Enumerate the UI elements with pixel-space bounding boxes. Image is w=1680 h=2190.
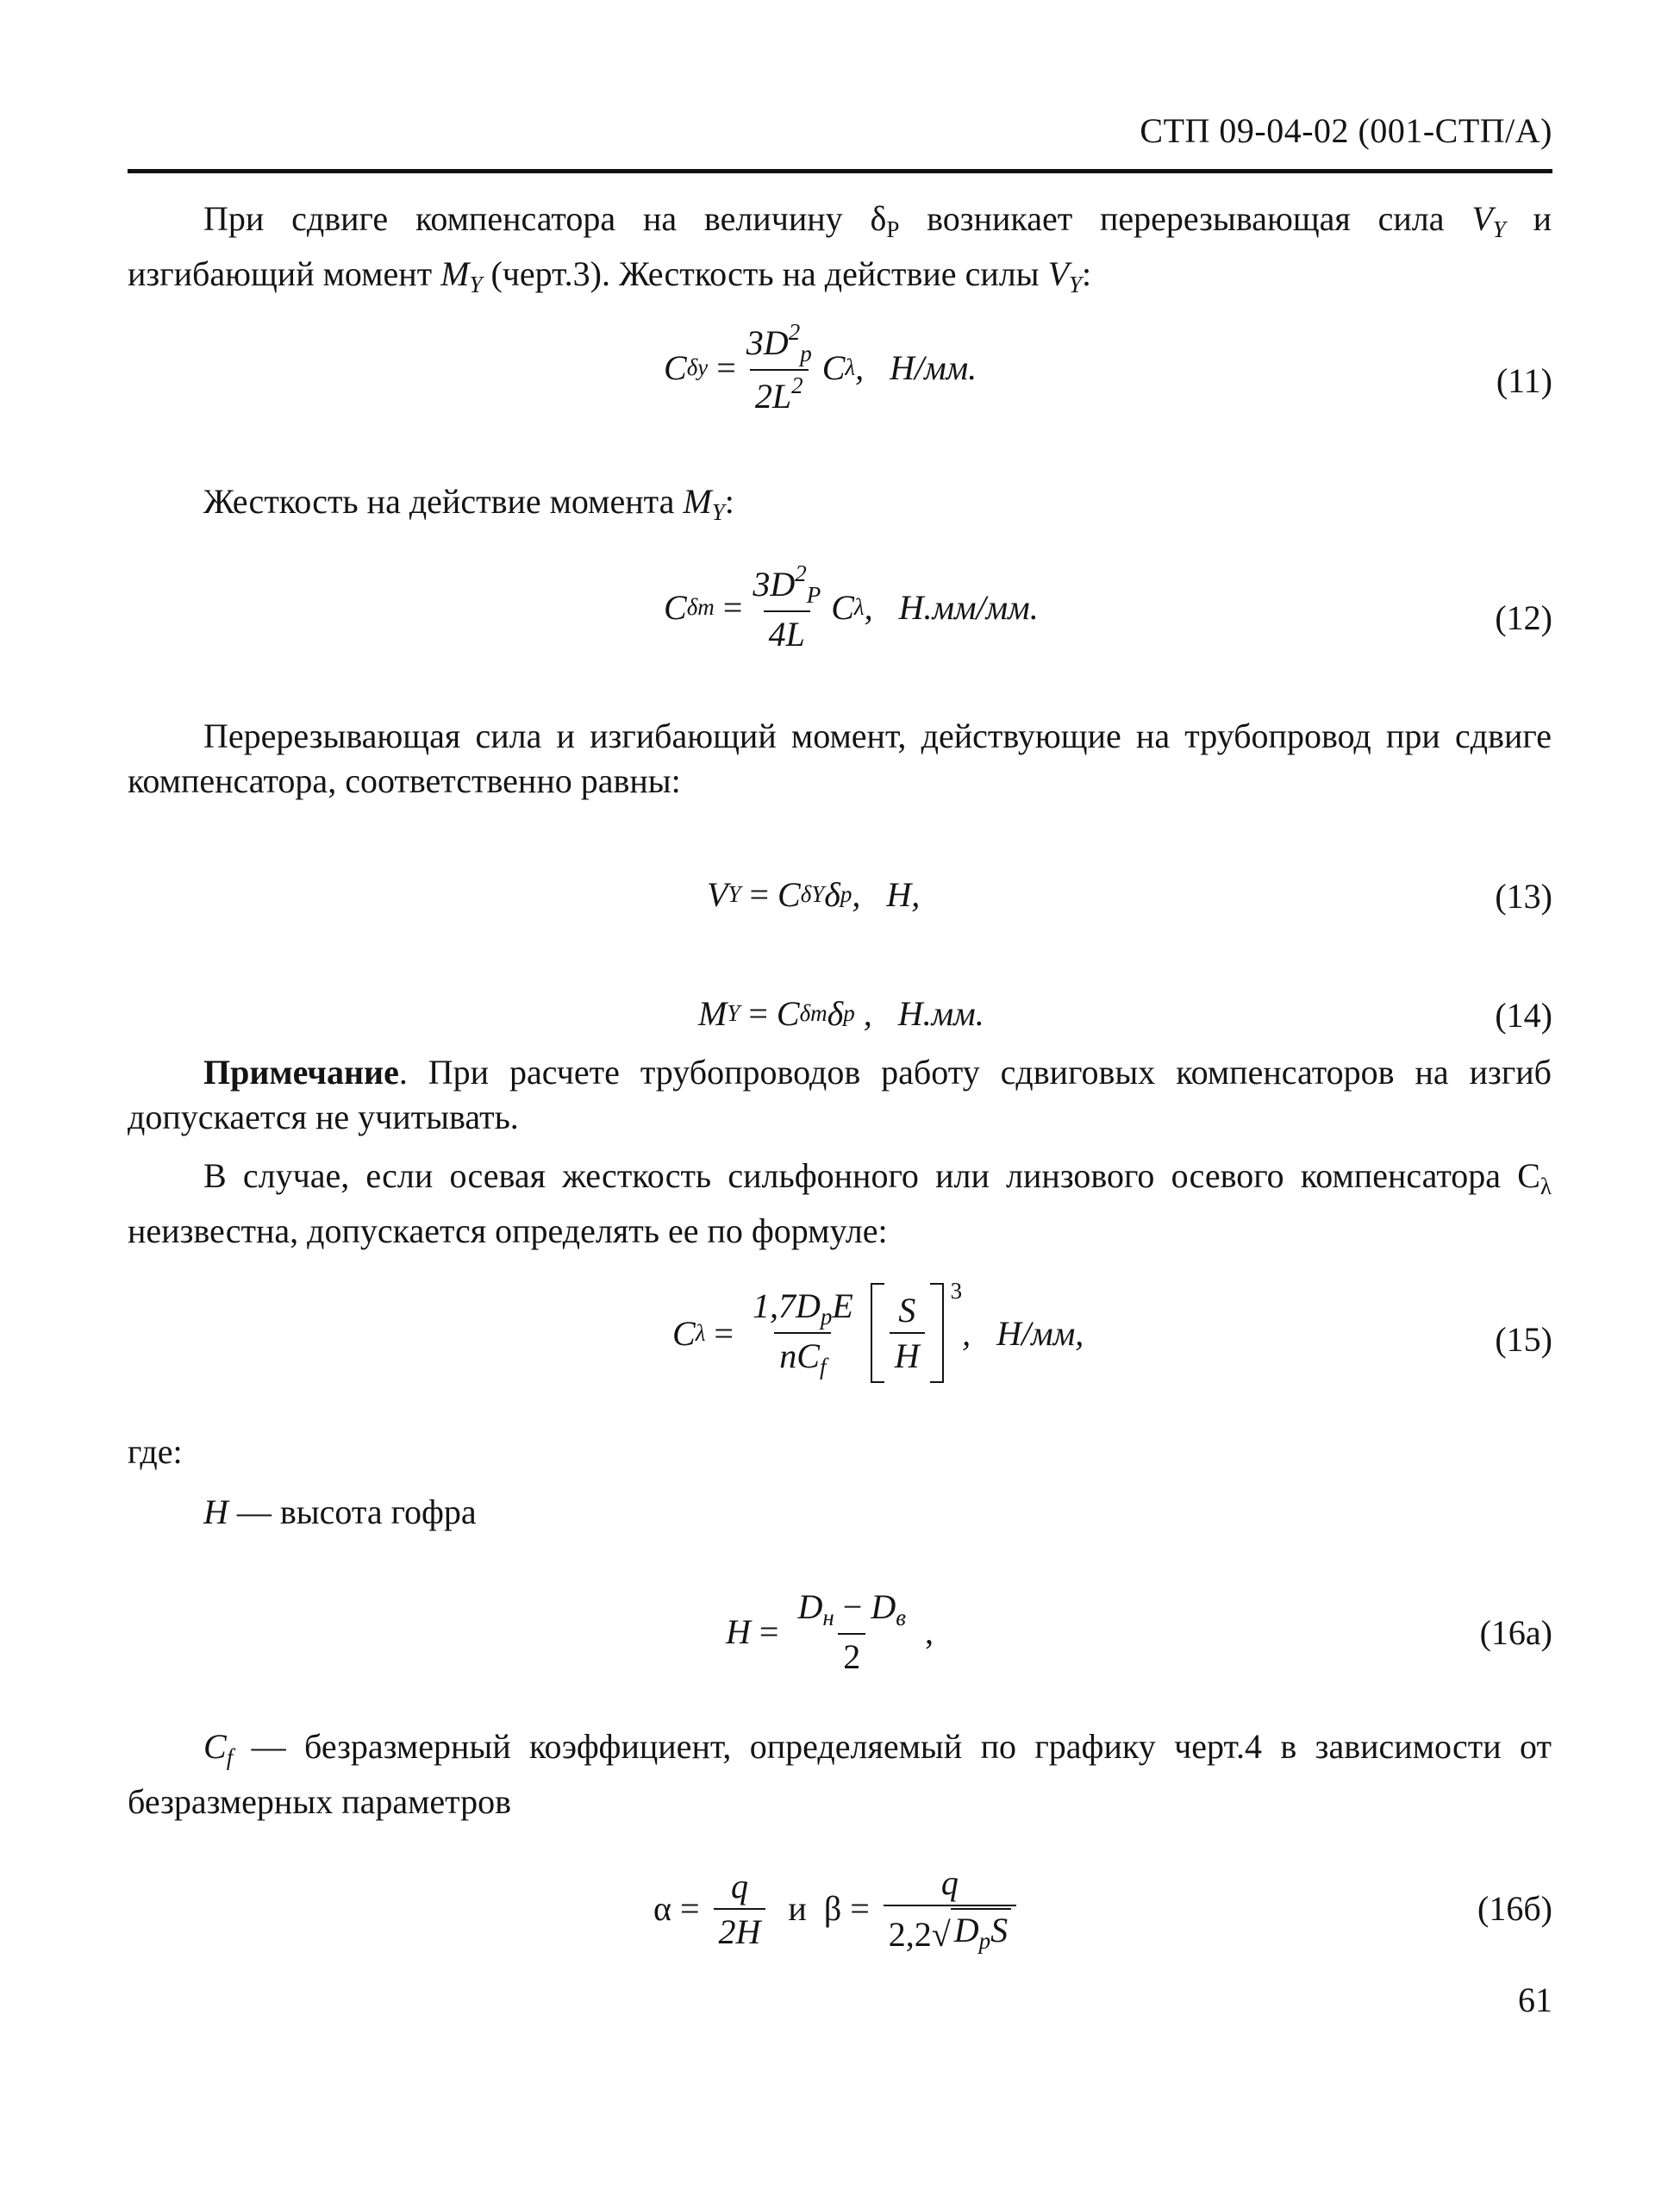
denominator: 2 — [838, 1633, 865, 1677]
h-definition — [128, 1490, 1552, 1535]
subscript: P — [806, 582, 821, 608]
page-number: 61 — [1518, 1980, 1552, 2019]
num-text: D — [871, 1587, 896, 1626]
subscript: Y — [469, 272, 483, 297]
comma: , — [915, 1612, 934, 1651]
text-fragment: : — [1082, 254, 1092, 293]
delta-symbol: δ — [824, 875, 840, 914]
paragraph-moment-stiffness — [128, 479, 1552, 535]
rad-text: S — [990, 1911, 1009, 1949]
subscript: δY — [800, 881, 825, 907]
subscript: p — [800, 341, 812, 366]
subscript: P — [886, 216, 900, 242]
unit: , Н/мм. — [855, 348, 977, 387]
subscript: Y — [728, 881, 741, 907]
note-label: Примечание — [203, 1053, 399, 1092]
subscript: λ — [1539, 1173, 1552, 1199]
subscript: f — [819, 1354, 827, 1380]
paragraph-forces: Перерезывающая сила и изгибающий момент, действующие на трубопровод при сдвиге компенсатора, соответственно равны: — [128, 716, 1552, 800]
where-label: где: — [128, 1432, 183, 1471]
subscript: δm — [686, 594, 715, 620]
num-text: 3D — [746, 323, 789, 362]
beta-symbol: β — [823, 1889, 842, 1928]
document-code: СТП 09-04-02 (001-СТП/А) — [1140, 111, 1552, 150]
denominator: H — [890, 1332, 925, 1376]
subscript: в — [896, 1605, 906, 1630]
unit: , Н.мм/мм. — [864, 588, 1039, 627]
equation-number: (14) — [1495, 996, 1552, 1035]
subscript: λ — [853, 594, 865, 620]
inner-fraction — [890, 1290, 925, 1376]
square-root — [932, 1908, 1011, 1955]
lhs-symbol: V — [707, 875, 728, 914]
equation-number: (15) — [1495, 1320, 1552, 1359]
lhs-symbol: M — [698, 994, 728, 1033]
subscript: p — [820, 1304, 833, 1330]
equation-14 — [698, 993, 984, 1034]
den-text: 2L — [754, 377, 792, 416]
numerator — [741, 319, 817, 369]
stiffness-symbol: C — [776, 994, 800, 1033]
denominator — [884, 1905, 1016, 1955]
equals-sign: = — [750, 1612, 788, 1651]
delta-symbol: δ — [827, 994, 844, 1033]
subscript: δm — [799, 1000, 828, 1026]
lhs-symbol: C — [672, 1313, 696, 1353]
numerator: q — [940, 1863, 959, 1902]
text-fragment: Жесткость на действие момента — [203, 482, 684, 521]
subscript: f — [226, 1744, 234, 1770]
subscript: p — [843, 1000, 855, 1026]
subscript: Y — [1069, 272, 1083, 297]
subscript: δy — [686, 354, 709, 380]
numerator: S — [898, 1291, 916, 1330]
symbol-v: V — [1471, 199, 1493, 238]
equation-16b — [653, 1862, 1021, 1955]
right-bracket — [930, 1283, 944, 1383]
conjunction: и — [771, 1889, 824, 1928]
paragraph-axial-stiffness — [128, 1154, 1552, 1254]
equals-sign: = — [740, 994, 777, 1033]
multiplier: C — [821, 348, 846, 387]
equation-13 — [707, 874, 920, 915]
equals-sign: = — [714, 588, 743, 627]
stiffness-symbol: C — [778, 875, 801, 914]
fraction — [741, 319, 817, 416]
subscript: λ — [845, 354, 856, 380]
subscript: Y — [711, 499, 725, 525]
equation-number: (11) — [1496, 361, 1552, 400]
text-fragment: — высота гофра — [228, 1492, 477, 1531]
lhs-symbol: C — [664, 348, 687, 387]
num-text: E — [832, 1286, 853, 1325]
unit: , H, — [852, 875, 921, 914]
num-text: D — [797, 1587, 823, 1626]
equation-16a — [726, 1586, 934, 1677]
symbol-c: C — [203, 1727, 227, 1766]
radical-sign: √ — [931, 1915, 951, 1954]
equals-sign: = — [708, 348, 736, 387]
cf-definition — [128, 1724, 1552, 1824]
coefficient: 2,2 — [888, 1915, 932, 1954]
symbol-m: M — [440, 254, 470, 293]
unit: , Н.мм. — [854, 994, 984, 1033]
equation-number: (16а) — [1479, 1613, 1552, 1652]
equation-12 — [664, 560, 1039, 654]
denominator: 2H — [714, 1908, 766, 1952]
subscript: p — [840, 881, 852, 907]
denominator — [750, 369, 809, 416]
text-fragment: При сдвиге компенсатора на величину δ — [203, 199, 887, 238]
text-fragment: и изгибающий момент — [128, 199, 1552, 293]
numerator: q — [730, 1866, 748, 1905]
fraction — [747, 1286, 859, 1380]
symbol-h: H — [203, 1492, 228, 1531]
text-fragment: (черт.3). Жесткость на действие силы — [482, 254, 1048, 293]
subscript: Y — [727, 1000, 740, 1026]
unit: , Н/мм, — [962, 1313, 1084, 1353]
symbol-m: M — [683, 482, 712, 521]
denominator — [774, 1332, 831, 1380]
equation-number: (12) — [1495, 598, 1552, 637]
alpha-fraction — [714, 1866, 766, 1952]
numerator — [747, 1286, 859, 1332]
equation-15 — [672, 1278, 1084, 1383]
header-rule — [128, 169, 1552, 173]
superscript: 2 — [795, 560, 807, 586]
fraction — [792, 1586, 910, 1677]
num-text: 1,7D — [752, 1286, 821, 1325]
text-fragment: неизвестна, допускается определять ее по формуле: — [128, 1211, 888, 1250]
den-text: nC — [779, 1336, 820, 1375]
lhs-symbol: C — [664, 588, 687, 627]
numerator — [747, 560, 826, 610]
text-fragment: : — [724, 482, 734, 521]
minus-sign: − — [834, 1587, 871, 1626]
symbol-v: V — [1047, 254, 1069, 293]
note-paragraph — [128, 1050, 1552, 1140]
text-fragment: возникает перерезывающая сила — [899, 199, 1472, 238]
equation-number: (13) — [1495, 877, 1552, 916]
paragraph-shear-force — [128, 197, 1552, 307]
num-text: 3D — [753, 565, 796, 604]
radicand — [951, 1908, 1011, 1955]
alpha-symbol: α — [653, 1889, 671, 1928]
subscript: p — [978, 1928, 991, 1954]
multiplier: C — [831, 588, 854, 627]
superscript: 2 — [791, 372, 803, 398]
numerator — [792, 1586, 910, 1633]
denominator: 4L — [764, 610, 810, 654]
equals-sign: = — [705, 1313, 742, 1353]
fraction — [747, 560, 826, 654]
rad-text: D — [953, 1911, 979, 1949]
equation-number: (16б) — [1477, 1889, 1552, 1928]
subscript: н — [822, 1605, 834, 1630]
note-text: . При расчете трубопроводов работу сдвиговых компенсаторов на изгиб допускается не учитывать. — [128, 1053, 1552, 1136]
equation-11 — [664, 319, 977, 416]
equals-sign: = — [841, 1889, 878, 1928]
bracket-group — [871, 1283, 944, 1383]
exponent: 3 — [950, 1278, 963, 1304]
text-fragment: В случае, если осевая жесткость сильфонного или линзового осевого компенсатора С — [203, 1156, 1540, 1195]
text-fragment: — безразмерный коэффициент, определяемый по графику черт.4 в зависимости от безразмерных параметров — [128, 1727, 1552, 1821]
left-bracket — [871, 1283, 884, 1383]
subscript: λ — [695, 1319, 706, 1346]
equals-sign: = — [740, 875, 778, 914]
superscript: 2 — [788, 319, 801, 345]
equals-sign: = — [671, 1889, 709, 1928]
beta-fraction — [884, 1862, 1016, 1955]
lhs-symbol: H — [726, 1612, 751, 1651]
subscript: Y — [1492, 216, 1506, 242]
